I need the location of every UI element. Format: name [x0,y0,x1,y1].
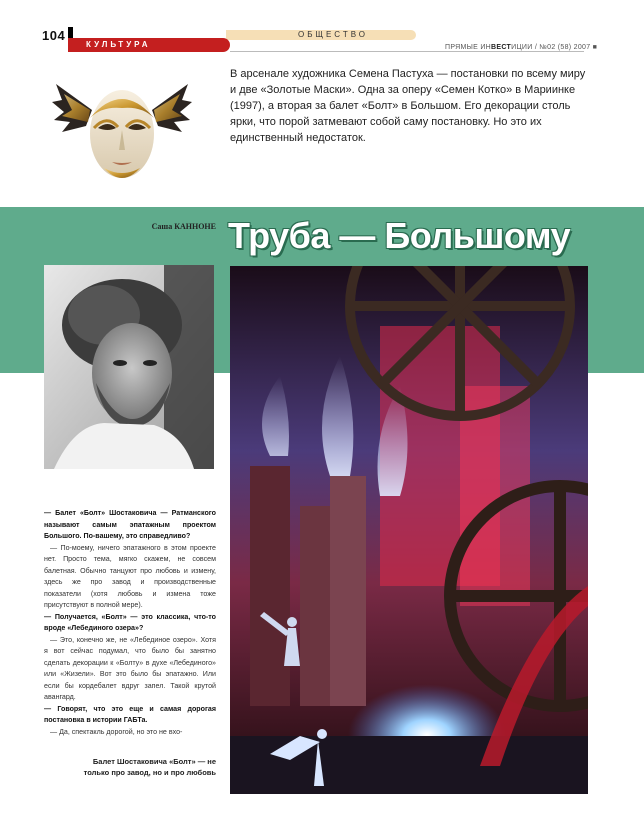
rubric-label: КУЛЬТУРА [86,40,151,49]
interview-answer: — Это, конечно же, не «Лебединое озеро». Хотя я вот сейчас подумал, что было бы занятно сделать декорации к «Болту» в духе «Лебединого» или «Жизели». Вот это было бы эпатажно. Или если бы кордебалет вдруг запел. Такой крутой авангард. [44,635,216,701]
interview-question: — Получается, «Болт» — это классика, что-то вроде «Лебединого озера»? [44,612,216,632]
header-rule [230,51,584,52]
intro-paragraph: В арсенале художника Семена Пастуха — постановки по всему миру и две «Золотые Маски». Одна за оперу «Семен Котко» в Мариинке (1997), а вторая за балет «Болт» в Большом. Его декорации столь ярки, что порой затмевают собой саму постановку. Но это их единственный недостаток. [230,68,586,144]
interview-column [44,508,216,738]
interview-answer: — По-моему, ничего эпатажного в этом проекте нет. Просто тема, мягко скажем, не совсем балетная. Обычно танцуют про любовь и измену, здесь же про завод и производственные показатели (хотя любовь и измена тоже присутствуют в полной мере). [44,543,216,609]
artist-portrait-photo [44,265,214,469]
journal-issue: ПРЯМЫЕ ИНВЕСТИЦИИ / №02 (58) 2007 ■ [445,44,598,51]
interview-answer: — Да, спектакль дорогой, но это не вхо- [50,727,183,736]
interview-question: — Говорят, что это еще и самая дорогая постановка в истории ГАБТа. [44,704,216,724]
photo-caption: Балет Шостаковича «Болт» — не только про завод, но и про любовь [83,757,216,777]
section-label: ОБЩЕСТВО [298,30,368,39]
golden-mask-image [52,70,192,188]
article-headline: Труба — Большому [228,215,571,256]
page-number: 104 [42,28,66,43]
author-byline: Саша КАННОНЕ [151,222,216,231]
ballet-stage-photo [230,266,588,794]
interview-question: — Балет «Болт» Шостаковича — Ратманского называют самым эпатажным проектом Большого. По-вашему, это справедливо? [44,509,216,540]
